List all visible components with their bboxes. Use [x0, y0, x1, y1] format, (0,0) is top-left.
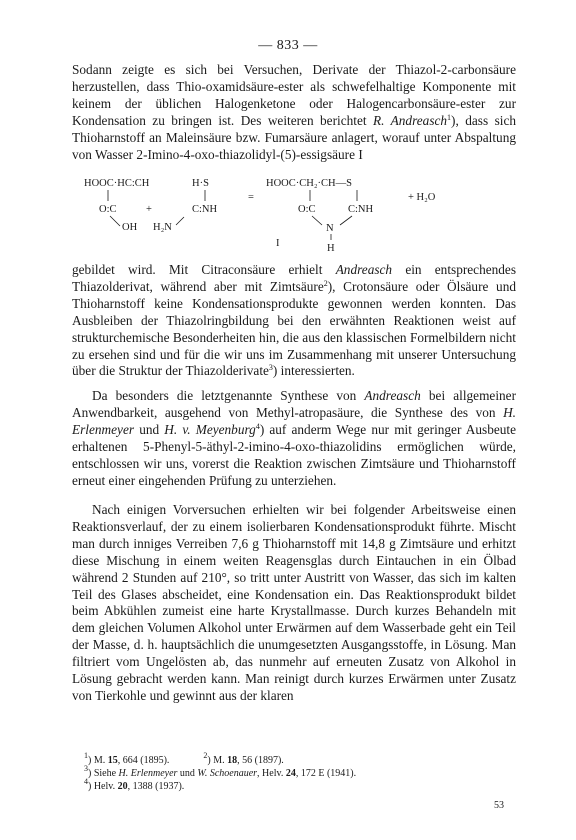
paragraph-intro: [72, 62, 516, 163]
paragraph-text: und: [139, 421, 160, 437]
author-name: W. Schoenauer: [197, 768, 258, 779]
footnote-ref: 2: [323, 278, 328, 288]
footnote-line: [84, 751, 514, 767]
paragraph-thiazol: [72, 262, 516, 380]
paragraph-text: bei allgemeiner Anwendbarkeit, ausgehend von Methyl-atropasäure, die Synthese des von: [72, 388, 516, 420]
footnote-volume: 20: [117, 781, 128, 792]
paragraph-text: ) interessierten.: [272, 363, 355, 379]
page-number: — 833 —: [258, 38, 318, 53]
footnote-ref: 4: [255, 421, 260, 431]
footnote-mark: 1: [84, 751, 88, 760]
formula-right-oc: O:C: [298, 204, 316, 215]
footnote-text: , 56 (1897).: [237, 755, 284, 766]
paragraph-text: gebildet wird. Mit Citraconsäure erhielt: [72, 262, 323, 277]
paragraph-synthesis: [72, 388, 516, 489]
footnote-volume: 18: [227, 755, 238, 766]
footnote-text: , 172 E (1941).: [295, 768, 357, 779]
footnotes: [84, 751, 514, 793]
footnote-text: ) Siehe: [88, 768, 117, 779]
formula-right-h: H: [327, 243, 335, 254]
paragraph-text: ), Crotonsäure oder Ölsäure und Thioharnstoff keine Kondensationsprodukte gewonnen werden konnten. Das Ausbleiben der Thiazolringbildung bei den erwähnten Reaktionen weist auf strukturchemische Besonderheiten hin, die aus den klassischen Formelbildern nicht zu ersehen sind und für die wir uns im Zusammenhang mit unserer Untersuchung über die Struktur der Thiazolderivate: [72, 278, 517, 379]
formula-plus: +: [146, 204, 152, 215]
footnote-line: [84, 764, 514, 780]
formula-hs: H·S: [192, 178, 209, 189]
bond-line: [312, 216, 322, 225]
footnote-mark: 4: [84, 777, 88, 786]
footnote-text: , 1388 (1937).: [127, 781, 185, 792]
footnote-mark: 3: [84, 764, 88, 773]
footnote-text: , Helv.: [257, 768, 284, 779]
formula-h2n: H₂N: [153, 222, 172, 233]
footnote-text: , 664 (1895).: [117, 755, 170, 766]
author-name: Andreasch: [364, 388, 421, 403]
chemical-equation: [72, 174, 516, 254]
author-name: R. Andreasch: [373, 112, 448, 128]
paragraph-text: ), dass sich Thioharnstoff an Maleinsäure bzw. Fumarsäure anlagert, worauf unter Abspaltung von Wasser 2-Imino-4-oxo-thiazolidyl-(5)-essigsäure I: [72, 112, 517, 162]
formula-left-oh: OH: [122, 222, 138, 233]
footnote-line: [84, 777, 514, 793]
formula-right-top: HOOC·CH₂·CH—S: [266, 178, 352, 189]
bond-line: [340, 216, 352, 225]
footnote-ref: 1: [447, 112, 452, 122]
footnote-ref: 3: [268, 363, 273, 373]
bond-line: [110, 216, 120, 226]
formula-water: + H₂O: [408, 192, 436, 203]
formula-left-oc: O:C: [99, 204, 117, 215]
author-name: H. v. Meyenburg: [164, 421, 256, 437]
formula-right-cnh: C:NH: [348, 204, 374, 215]
formula-equals: =: [248, 192, 254, 203]
author-name: H. Erlenmeyer: [118, 768, 178, 779]
bond-line: [176, 217, 184, 225]
formula-right-n: N: [326, 223, 334, 234]
paragraph-text: Sodann zeigte es sich bei Versuchen, Derivate der Thiazol-2-carbonsäure herzustellen, dass Thio-oxamidsäure-ester als schwefelhaltige Komponente mit keinem der üblichen Halogenketone oder Halogencarbonsäure-ester zur Kondensation zu bringen ist. Des weiteren berichtet: [72, 62, 516, 128]
paragraph-procedure: [72, 502, 516, 705]
paragraph-text: ) auf anderm Wege nur mit geringer Ausbeute erhaltenen 5-Phenyl-5-äthyl-2-imino-4-oxo-thiazolidins ermöglichen würde, entschlossen wir uns, vorerst die Reaktion zwischen Zimtsäure und Thioharnstoff erneut einer eingehenden Prüfung zu unterziehen.: [72, 421, 517, 488]
author-name: Andreasch: [335, 262, 393, 277]
footnote-mark: 2: [203, 751, 208, 760]
sheet-number: 53: [494, 800, 504, 811]
equation-drawing: [72, 174, 516, 254]
footnote-text: ) M.: [207, 755, 225, 766]
footnote-text: und: [179, 768, 195, 779]
formula-compound-label: I: [276, 238, 280, 249]
footnote-volume: 15: [107, 755, 118, 766]
footnote-text: ) Helv.: [88, 781, 116, 792]
paragraph-text: Nach einigen Vorversuchen erhielten wir bei folgender Arbeitsweise einen Reaktionsverlauf, der zu einem isolierbaren Kondensationsprodukt führte. Mischt man durch inniges Verreiben 7,6 g Thioharnstoff mit 14,8 g Zimtsäure und erhitzt diese Mischung in einem weiten Reagensglas durch Eintauchen in ein Ölbad während 2 Stunden auf 210°, so tritt unter Austritt von Wasser, das sich im kalten Teil des Glases abscheidet, eine Kondensation ein. Das Reaktionsprodukt bildet beim Abkühlen zumeist eine harte Krystallmasse. Durch kurzes Behandeln mit dem gleichen Volumen Alkohol unter Erwärmen auf dem Wasserbade geht ein Teil der Masse, d. h. hauptsächlich die unumgesetzten Ausgangsstoffe, in Lösung. Man filtriert vom Ungelösten ab, das nunmehr auf erneuten Zusatz von Alkohol in Lösung gebracht werden kann. Man reinigt durch kurzes Erwärmen unter Zusatz von Tierkohle und gewinnt aus der klaren: [72, 502, 516, 703]
formula-left-top: HOOC·HC:CH: [84, 178, 150, 189]
formula-cnh-left: C:NH: [192, 204, 218, 215]
author-name: H. Erlenmeyer: [72, 404, 516, 437]
paragraph-text: ein entsprechendes Thiazolderivat, während aber mit Zimtsäure: [72, 262, 517, 294]
footnote-text: ) M.: [88, 755, 106, 766]
paragraph-text: Da besonders die letztgenannte Synthese von: [92, 388, 357, 403]
footnote-volume: 24: [285, 768, 296, 779]
